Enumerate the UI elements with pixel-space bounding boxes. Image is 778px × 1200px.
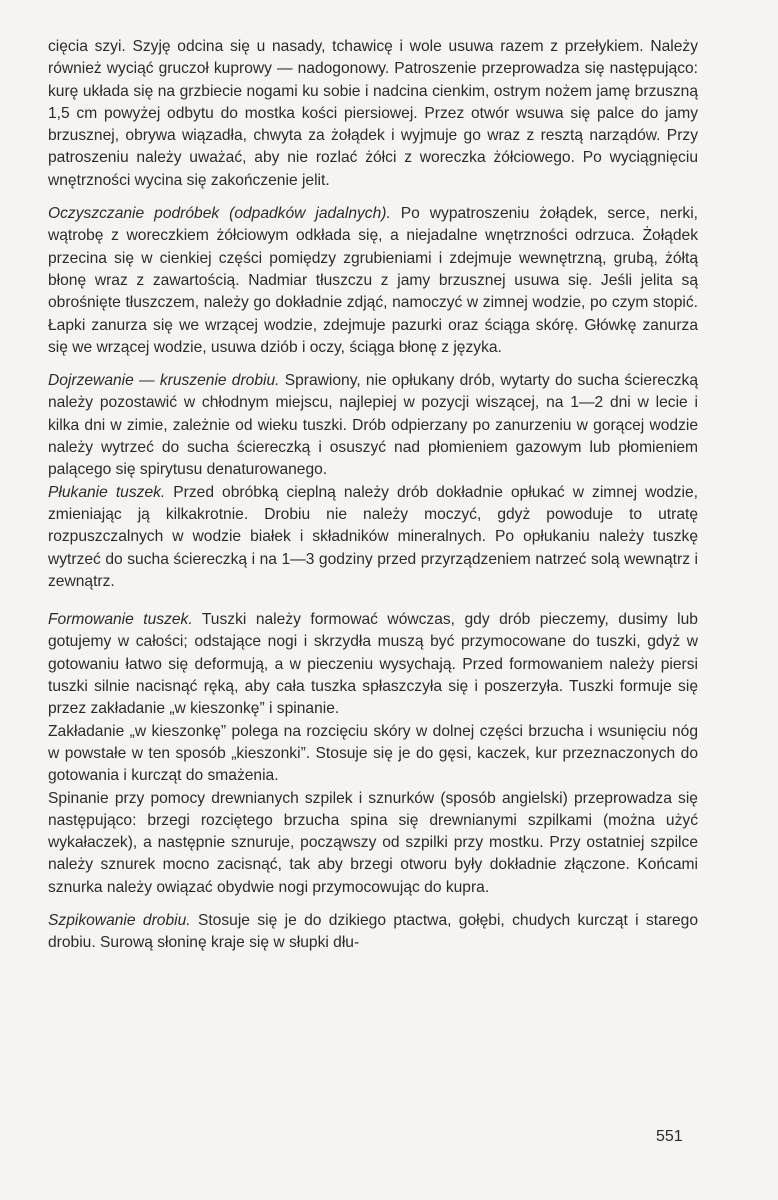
paragraph-text: Stosuje się je do dzikiego ptactwa, gołębi, chudych kurcząt i starego drobiu. Surową słoninę kraje się w słupki dłu- xyxy=(48,911,699,952)
section-heading: Oczyszczanie podróbek (odpadków jadalnych). xyxy=(48,205,391,223)
paragraph-text: Tuszki należy formować wówczas, gdy drób pieczemy, dusimy lub gotujemy w całości; odstające nogi i skrzydła muszą być przymocowane do tuszki, gdyż w gotowaniu łatwo się deformują, a w pieczeniu wysychają. Przed formowaniem należy piersi tuszki silnie nacisnąć ręką, aby cała tuszka spłaszczyła się i poszerzyła. Tuszki formuje się przez zakładanie „w kieszonkę” i spinanie. xyxy=(48,611,698,718)
paragraph-text: Przed obróbką cieplną należy drób dokładnie opłukać w zimnej wodzie, zmieniając ją kilkakrotnie. Drobiu nie należy moczyć, gdyż powoduje to utratę rozpuszczalnych w wodzie białek i składników mineralnych. Po opłukaniu należy tuszkę wytrzeć do sucha ściereczką i na 1—3 godziny przed przyrządzeniem natrzeć solą wewnątrz i zewnątrz. xyxy=(48,483,698,590)
paragraph-pocket xyxy=(48,721,698,788)
page-number: 551 xyxy=(656,1128,683,1145)
section-heading: Formowanie tuszek. xyxy=(48,611,193,629)
section-heading: Płukanie tuszek. xyxy=(48,483,166,501)
section-heading: Dojrzewanie — kruszenie drobiu. xyxy=(48,372,280,390)
paragraph-gutting xyxy=(48,36,698,192)
paragraph-pinning xyxy=(48,788,698,899)
paragraph-text: Spinanie przy pomocy drewnianych szpilek i sznurków (sposób angielski) przeprowadza się następująco: brzegi rozciętego brzucha spina się drewnianymi szpilkami (można użyć wykałaczek), a następnie sznuruje, począwszy od szpilki przy mostku. Przy ostatniej szpilce należy sznurek mocno zacisnąć, tak aby brzegi otworu były dokładnie złączone. Końcami sznurka należy owiązać obydwie nogi przymocowując do kupra. xyxy=(48,789,698,896)
paragraph-maturing xyxy=(48,370,698,481)
paragraph-larding xyxy=(48,910,698,955)
paragraph-text: Po wypatroszeniu żołądek, serce, nerki, wątrobę z woreczkiem żółciowym odkłada się, a niejadalne wnętrzności odrzuca. Żołądek przecina się w cienkiej części pomiędzy zgrubieniami i zdejmuje wewnętrzną, grubą, żółtą błonę wraz z zawartością. Nadmiar tłuszczu z jamy brzusznej usuwa się. Jeśli jelita są obrośnięte tłuszczem, należy go dokładnie zdjąć, namoczyć w zimnej wodzie, po czym stopić. Łapki zanurza się we wrzącej wodzie, zdejmuje pazurki oraz ściąga skórę. Główkę zanurza się we wrzącej wodzie, usuwa dziób i oczy, ściąga błonę z języka. xyxy=(48,205,698,356)
paragraph-text: cięcia szyi. Szyję odcina się u nasady, tchawicę i wole usuwa razem z przełykiem. Należy również wyciąć gruczoł kuprowy — nadogonowy. Patroszenie przeprowadza się następująco: kurę układa się na grzbiecie nogami ku sobie i nadcina cienkim, ostrym nożem jamę brzuszną 1,5 cm powyżej odbytu do mostka kości piersiowej. Przez otwór wsuwa się palce do jamy brzusznej, obrywa wiązadła, chwyta za żołądek i wyjmuje go wraz z resztą narządów. Przy patroszeniu należy uważać, aby nie rozlać żółci z woreczka żółciowego. Po wyciągnięciu wnętrzności wycina się zakończenie jelit. xyxy=(48,38,698,189)
paragraph-forming xyxy=(48,609,698,720)
paragraph-text: Zakładanie „w kieszonkę” polega na rozcięciu skóry w dolnej części brzucha i wsunięciu nóg w powstałe w ten sposób „kieszonki”. Stosuje się je do gęsi, kaczek, kur przeznaczonych do gotowania i kurcząt do smażenia. xyxy=(48,722,698,785)
section-heading: Szpikowanie drobiu. xyxy=(48,911,191,929)
paragraph-rinsing xyxy=(48,482,698,593)
book-page xyxy=(48,36,698,955)
paragraph-text: Sprawiony, nie opłukany drób, wytarty do sucha ściereczką należy pozostawić w chłodnym miejscu, najlepiej w pozycji wiszącej, na 1—2 dni w lecie i kilka dni w zimie, zależnie od wieku tuszki. Drób odpierzany po zanurzeniu w gorącej wodzie należy wytrzeć do sucha ściereczką i osuszyć nad płomieniem gazowym lub płomieniem palącego się spirytusu denaturowanego. xyxy=(48,372,699,479)
paragraph-giblets xyxy=(48,203,698,359)
